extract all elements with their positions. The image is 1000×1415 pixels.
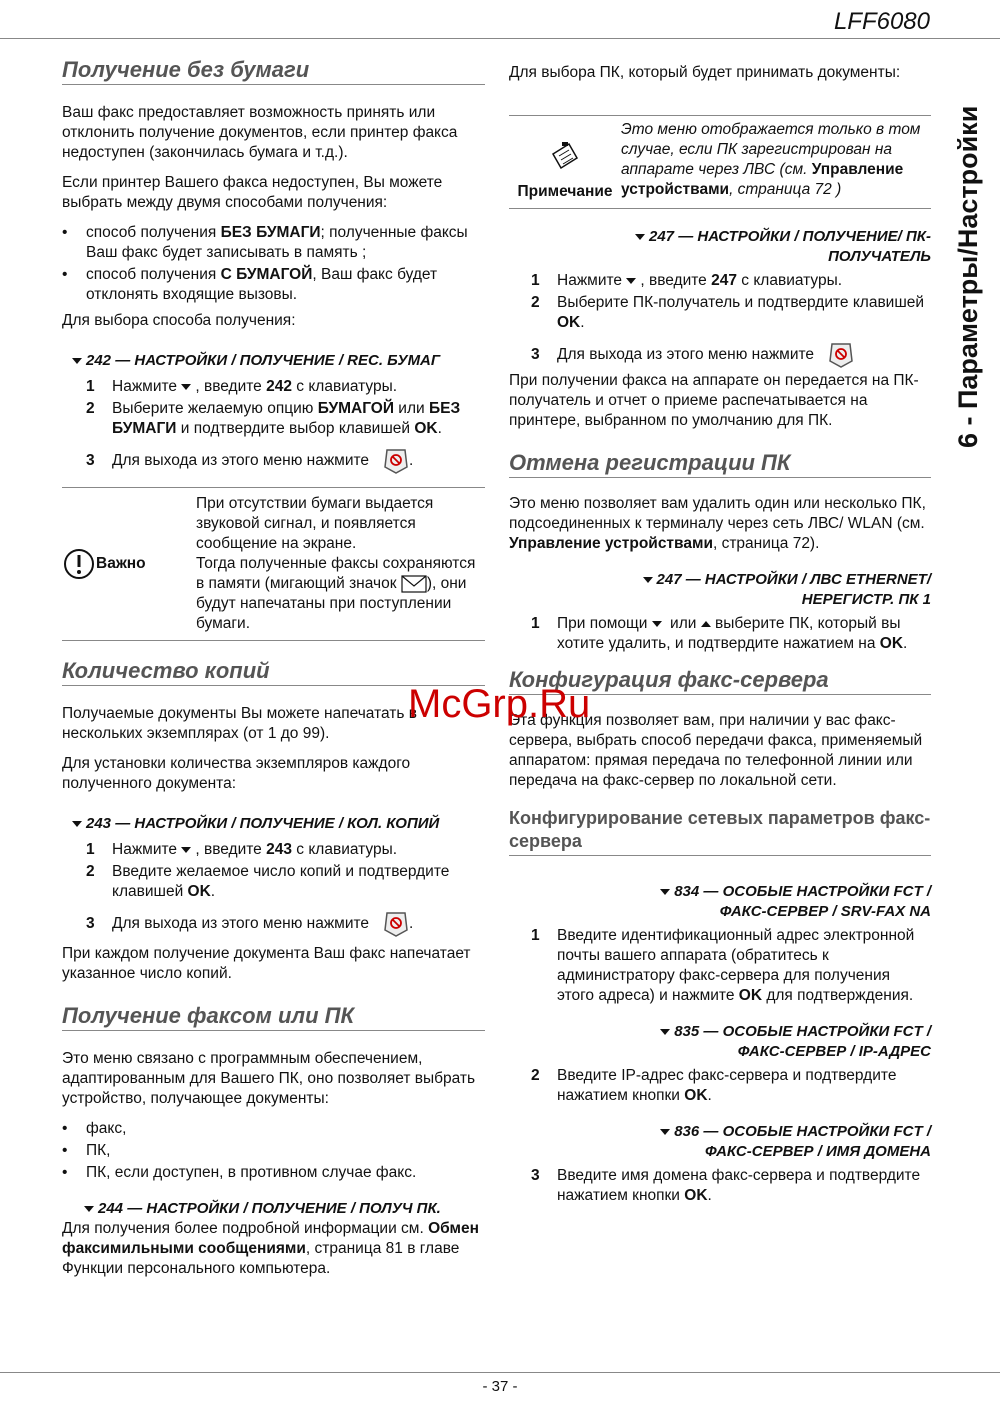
down-arrow-icon (72, 821, 82, 827)
note-box (509, 116, 931, 208)
section-title-copies: Количество копий (62, 661, 485, 686)
step: 2 Выберите желаемую опцию БУМАГОЙ или БЕЗ БУМАГИ и подтвердите выбор клавишей OK. (86, 400, 461, 437)
subsection-title: Конфигурирование сетевых параметров факс-сервера (509, 807, 931, 856)
list-item: • ПК, если доступен, в противном случае факс. (62, 1163, 485, 1183)
stop-button-icon (828, 341, 854, 369)
down-arrow-icon (660, 889, 670, 895)
paragraph: Для выбора способа получения: (62, 312, 296, 329)
paragraph: Для получения более подробной информации см. Обмен факсимильными сообщениями, страница 81 в главе Функции персонального компьютера. (62, 1220, 479, 1278)
down-arrow-icon (635, 234, 645, 240)
menu-path: 247 — НАСТРОЙКИ / ЛВС ETHERNET/ НЕРЕГИСТР. ПК 1 (509, 570, 931, 610)
step: 3 Введите имя домена факс-сервера и подтвердите нажатием кнопки OK. (531, 1167, 921, 1204)
bullet-list (62, 1119, 485, 1183)
note-text: Это меню отображается только в том случае, если ПК зарегистрирован на аппарате через ЛВС (см. Управление устройствами, страница 72 ) (621, 121, 921, 198)
important-label: Важно (62, 494, 196, 634)
paragraph: Эта функция позволяет вам, при наличии у вас факс-сервера, выбрать способ передачи факса, применяемый аппаратом: прямая передача по телефонной линии или передача на факс-сервер по локальной сети. (509, 712, 923, 789)
paragraph: Это меню связано с программным обеспечением, адаптированным для Вашего ПК, оно позволяет выбрать устройство, получающее документы: (62, 1050, 476, 1108)
step: 3 Для выхода из этого меню нажмите (531, 341, 931, 369)
down-arrow-icon (181, 384, 191, 390)
down-arrow-icon (643, 577, 653, 583)
step: 3 Для выхода из этого меню нажмите . (86, 447, 485, 475)
paragraph: Это меню позволяет вам удалить один или несколько ПК, подсоединенных к терминалу через сеть ЛВС/ WLAN (см. Управление устройствами, страница 72). (509, 495, 926, 552)
warning-icon (62, 547, 96, 581)
right-column (509, 63, 931, 1208)
step: 1 При помощи или выберите ПК, который вы хотите удалить, и подтвердите нажатием на OK. (531, 615, 908, 652)
step: 2 Введите IP-адрес факс-сервера и подтвердите нажатием кнопки OK. (531, 1067, 897, 1104)
header-rule (0, 38, 1000, 39)
step: 1 Введите идентификационный адрес электронной почты вашего аппарата (обратитесь к администратору факс-сервера для получения этого адреса) и нажмите OK для подтверждения. (531, 927, 915, 1004)
paragraph: При каждом получение документа Ваш факс напечатает указанное число копий. (62, 945, 471, 983)
menu-path: 834 — ОСОБЫЕ НАСТРОЙКИ FCT / ФАКС-СЕРВЕР / SRV-FAX NA (509, 882, 931, 922)
step: 1 Нажмите , введите 242 с клавиатуры. (86, 378, 398, 395)
section-title-fax-or-pc: Получение факсом или ПК (62, 1006, 485, 1031)
stop-button-icon (383, 910, 409, 938)
menu-path: 242 — НАСТРОЙКИ / ПОЛУЧЕНИЕ / REC. БУМАГ (72, 351, 485, 371)
down-arrow-icon (181, 847, 191, 853)
notepad-icon (547, 140, 583, 176)
footer-rule (0, 1372, 1000, 1373)
down-arrow-icon (626, 278, 636, 284)
stop-button-icon (383, 447, 409, 475)
down-arrow-icon (72, 358, 82, 364)
paragraph: Для установки количества экземпляров каждого полученного документа: (62, 755, 411, 793)
step: 1 Нажмите , введите 243 с клавиатуры. (86, 841, 398, 859)
chapter-side-tab (945, 60, 989, 460)
chapter-title: 6 - Параметры/Настройки (953, 105, 983, 448)
step: 2 Введите желаемое число копий и подтвердите клавишей OK. (86, 863, 450, 901)
down-arrow-icon (84, 1206, 94, 1212)
menu-path: 244 — НАСТРОЙКИ / ПОЛУЧЕНИЕ / ПОЛУЧ ПК. (84, 1199, 485, 1219)
envelope-icon (401, 574, 427, 594)
step: 2 Выберите ПК-получатель и подтвердите клавишей OK. (531, 294, 925, 331)
section-title-no-paper: Получение без бумаги (62, 60, 485, 85)
document-model-title: LFF6080 (833, 8, 930, 35)
step: 1 Нажмите , введите 247 с клавиатуры. (531, 272, 843, 289)
section-title-fax-server: Конфигурация факс-сервера (509, 670, 931, 695)
up-arrow-icon (701, 621, 711, 627)
paragraph: Для выбора ПК, который будет принимать документы: (509, 64, 901, 81)
page-number: - 37 - (482, 1378, 518, 1395)
list-item: • способ получения БЕЗ БУМАГИ; полученные факсы Ваш факс будет записывать в память ; (62, 223, 485, 263)
menu-path: 835 — ОСОБЫЕ НАСТРОЙКИ FCT / ФАКС-СЕРВЕР / IP-АДРЕС (509, 1022, 931, 1062)
bullet-list (62, 223, 485, 305)
menu-path: 247 — НАСТРОЙКИ / ПОЛУЧЕНИЕ/ ПК- ПОЛУЧАТЕЛЬ (509, 227, 931, 267)
list-item: • факс, (62, 1119, 485, 1139)
list-item: • ПК, (62, 1141, 485, 1161)
note-label: Примечание (509, 120, 621, 202)
paragraph: Если принтер Вашего факса недоступен, Вы можете выбрать между двумя способами получения: (62, 174, 443, 211)
paragraph: Получаемые документы Вы можете напечатать в нескольких экземплярах (от 1 до 99). (62, 705, 418, 743)
watermark: McGrp.Ru (408, 682, 591, 726)
note-text: При отсутствии бумаги выдается звуковой сигнал, и появляется сообщение на экране. (196, 495, 434, 552)
menu-path: 836 — ОСОБЫЕ НАСТРОЙКИ FCT / ФАКС-СЕРВЕР / ИМЯ ДОМЕНА (509, 1122, 931, 1162)
step: 3 Для выхода из этого меню нажмите . (86, 910, 485, 938)
down-arrow-icon (660, 1129, 670, 1135)
left-column (62, 57, 485, 1289)
down-arrow-icon (652, 621, 662, 627)
paragraph: Ваш факс предоставляет возможность принять или отклонить получение документов, если принтер факса недоступен (закончилась бумага и т.д.). (62, 104, 458, 161)
paragraph: При получении факса на аппарате он передается на ПК-получатель и отчет о приеме распечатывается на принтере, выбранном по умолчанию для ПК. (509, 372, 919, 429)
down-arrow-icon (660, 1029, 670, 1035)
list-item: • способ получения С БУМАГОЙ, Ваш факс будет отклонять входящие вызовы. (62, 265, 485, 305)
menu-path: 243 — НАСТРОЙКИ / ПОЛУЧЕНИЕ / КОЛ. КОПИЙ (72, 814, 485, 834)
note-text: Тогда полученные факсы сохраняются в памяти (мигающий значок ), они будут напечатаны при поступлении бумаги. (196, 555, 476, 633)
section-title-unregister-pc: Отмена регистрации ПК (509, 453, 931, 478)
important-note (62, 488, 485, 640)
